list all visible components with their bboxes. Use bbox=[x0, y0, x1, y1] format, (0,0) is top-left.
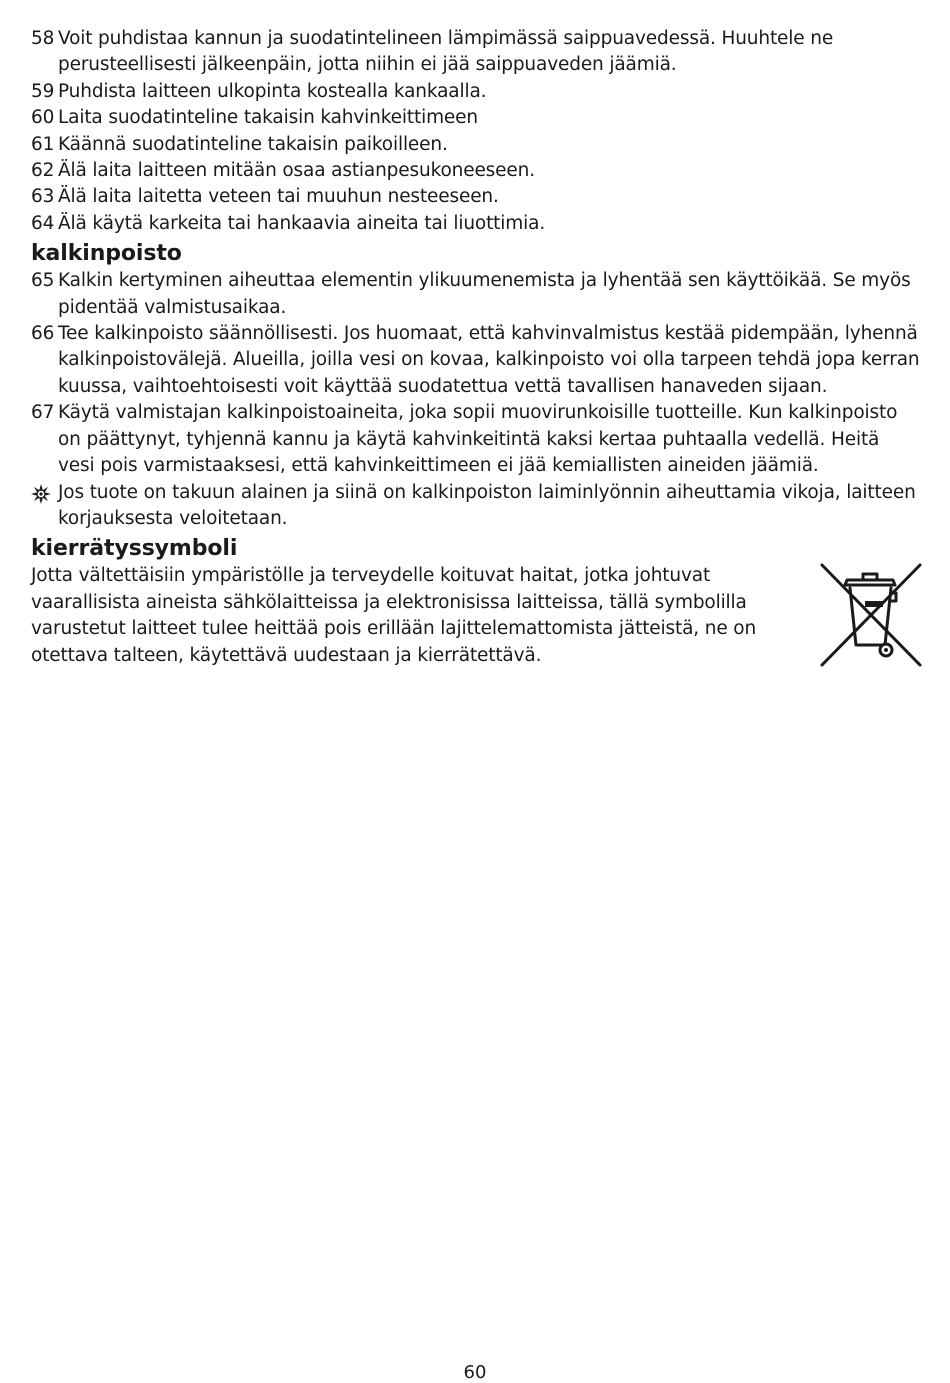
recycling-text: Jotta vältettäisiin ympäristölle ja terveydelle koituvat haitat, jotka johtuvat vaarallisista aineista sähkölaitteissa ja elektronisissa laitteissa, tällä symbolilla varustetut laitteet tulee heittää pois erillään lajittelemattomista jätteistä, ne on otettava talteen, käytettävä uudestaan ja kierrätettävä. bbox=[31, 565, 757, 666]
item-text: Käännä suodatinteline takaisin paikoilleen. bbox=[58, 133, 448, 155]
instruction-list-cleaning bbox=[31, 26, 921, 237]
list-item bbox=[31, 400, 921, 479]
item-number: 65 bbox=[31, 270, 55, 292]
crossed-out-wheelie-bin-icon bbox=[819, 561, 923, 669]
list-item bbox=[31, 158, 921, 184]
warning-text: Jos tuote on takuun alainen ja siinä on kalkinpoiston laiminlyönnin aiheuttamia vikoja, laitteen korjauksesta veloitetaan. bbox=[58, 481, 916, 529]
item-number: 63 bbox=[31, 186, 55, 208]
section-heading-recycling: kierrätyssymboli bbox=[31, 536, 238, 562]
document-content bbox=[31, 26, 921, 669]
warning-note bbox=[31, 480, 921, 533]
item-text: Laita suodatinteline takaisin kahvinkeittimeen bbox=[58, 107, 478, 129]
item-text: Kalkin kertyminen aiheuttaa elementin ylikuumenemista ja lyhentää sen käyttöikää. Se myös pidentää valmistusaikaa. bbox=[58, 270, 911, 318]
item-text: Puhdista laitteen ulkopinta kostealla kankaalla. bbox=[58, 80, 487, 102]
item-number: 62 bbox=[31, 160, 55, 182]
item-text: Tee kalkinpoisto säännöllisesti. Jos huomaat, että kahvinvalmistus kestää pidempään, lyhennä kalkinpoistovälejä. Alueilla, joilla vesi on kovaa, kalkinpoisto voi olla tarpeen tehdä jopa kerran kuussa, vaihtoehtoisesti voit käyttää suodatettua vettä tavallisen hanaveden sijaan. bbox=[58, 323, 920, 397]
list-item bbox=[31, 321, 921, 400]
list-item bbox=[31, 26, 921, 79]
recycling-section bbox=[31, 563, 921, 669]
item-text: Käytä valmistajan kalkinpoistoaineita, joka sopii muovirunkoisille tuotteille. Kun kalkinpoisto on päättynyt, tyhjennä kannu ja käytä kahvinkeitintä kaksi kertaa puhtaalla vedellä. Heitä vesi pois varmistaaksesi, että kahvinkeittimeen ei jää kemiallisten aineiden jäämiä. bbox=[58, 402, 898, 477]
list-item bbox=[31, 105, 921, 131]
list-item bbox=[31, 268, 921, 321]
starburst-icon bbox=[31, 484, 53, 504]
item-number: 60 bbox=[31, 107, 55, 129]
list-item bbox=[31, 211, 921, 237]
item-number: 64 bbox=[31, 212, 55, 234]
page-number: 60 bbox=[463, 1362, 487, 1383]
item-number: 58 bbox=[31, 28, 55, 49]
item-number: 66 bbox=[31, 323, 55, 345]
item-text: Älä laita laitteen mitään osaa astianpesukoneeseen. bbox=[58, 160, 535, 182]
item-text: Älä käytä karkeita tai hankaavia aineita tai liuottimia. bbox=[58, 212, 546, 234]
list-item bbox=[31, 79, 921, 105]
list-item bbox=[31, 184, 921, 210]
item-number: 59 bbox=[31, 80, 55, 102]
list-item bbox=[31, 132, 921, 158]
item-number: 61 bbox=[31, 133, 55, 155]
item-text: Voit puhdistaa kannun ja suodatintelineen lämpimässä saippuavedessä. Huuhtele ne perusteellisesti jälkeenpäin, jotta niihin ei jää saippuaveden jäämiä. bbox=[58, 28, 834, 76]
section-heading-descaling: kalkinpoisto bbox=[31, 241, 182, 267]
instruction-list-descaling bbox=[31, 268, 921, 532]
item-text: Älä laita laitetta veteen tai muuhun nesteeseen. bbox=[58, 186, 499, 208]
item-number: 67 bbox=[31, 402, 55, 424]
